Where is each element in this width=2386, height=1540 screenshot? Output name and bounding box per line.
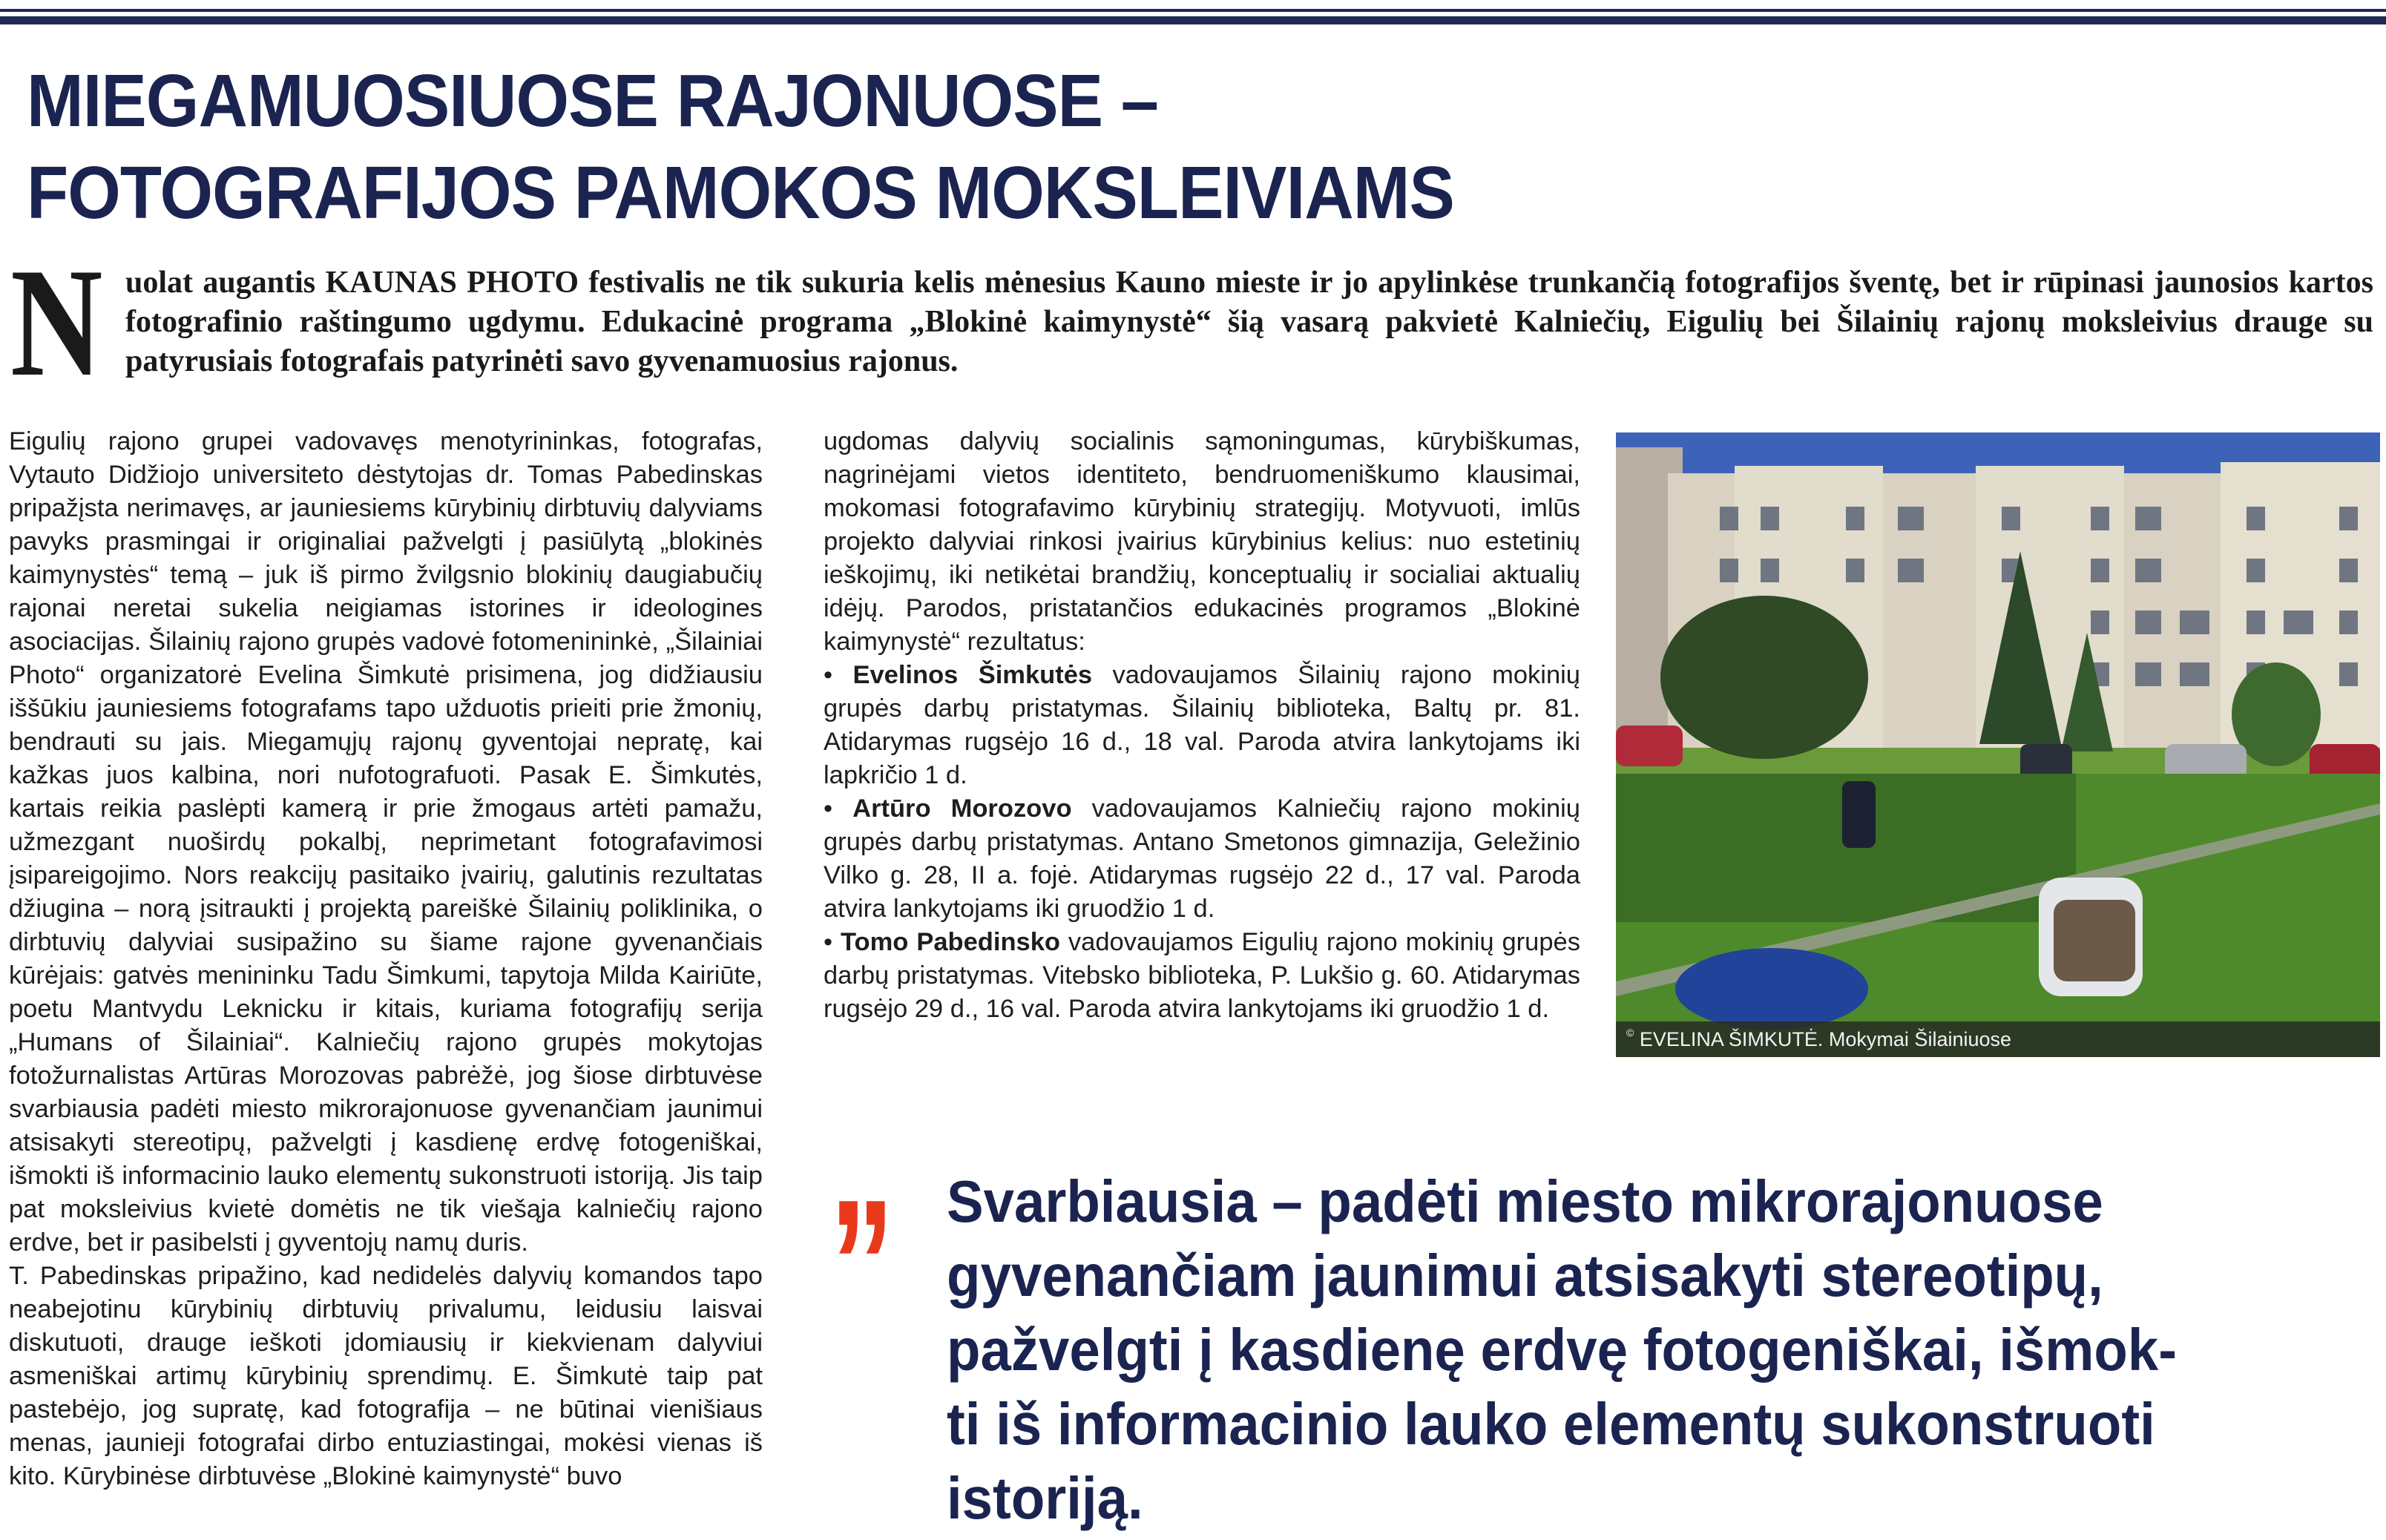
exhibition-text: vadovaujamos Eigulių rajono mokinių grupės darbų pristatymas. Vitebsko biblioteka, P. Lukšio g. 60. Atidarymas rugsėjo 29 d., 16 val. Paroda atvira lankytojams iki gruodžio 1 d. bbox=[824, 928, 1580, 1023]
exhibition-leader: Evelinos Šimkutės bbox=[852, 661, 1093, 689]
copyright-icon: © bbox=[1626, 1027, 1634, 1039]
exhibition-leader: Artūro Morozovo bbox=[852, 794, 1072, 823]
title-line-2: FOTOGRAFIJOS PAMOKOS MOKSLEIVIAMS bbox=[27, 151, 1454, 234]
exhibition-text: vadovaujamos Šilainių rajono mokinių grupės darbų pristatymas. Šilainių biblioteka, Baltų pr. 81. Atidarymas rugsėjo 16 d., 18 val. Paroda atvira lankytojams iki lapkričio 1 d. bbox=[824, 661, 1580, 789]
photo-caption bbox=[1616, 1021, 2380, 1057]
pull-quote-line: gyvenančiam jaunimui atsisakyti stereotipų, bbox=[947, 1243, 2103, 1309]
exhibition-item bbox=[824, 926, 1580, 1026]
photo-illustration bbox=[1616, 432, 2380, 1057]
backpack bbox=[2054, 900, 2135, 981]
pull-quote-line: istoriją. bbox=[947, 1465, 1143, 1531]
article-photo bbox=[1616, 432, 2380, 1057]
tree bbox=[1660, 596, 1868, 759]
exhibition-item bbox=[824, 659, 1580, 792]
person-sitting bbox=[1842, 781, 1876, 848]
pull-quote bbox=[947, 1165, 2258, 1536]
bullet-icon: • bbox=[824, 794, 833, 823]
person-lying bbox=[1675, 948, 1868, 1030]
bullet-icon: • bbox=[824, 661, 833, 689]
quote-mark-icon: „ bbox=[829, 1057, 895, 1264]
top-rule-thick bbox=[0, 16, 2386, 24]
exhibition-text: vadovaujamos Kalniečių rajono mokinių grupės darbų pristatymas. Antano Smetonos gimnazija, Geležinio Vilko g. 28, II a. fojė. Atidarymas rugsėjo 22 d., 17 val. Paroda atvira lankytojams iki gruodžio 1 d. bbox=[824, 794, 1580, 923]
exhibition-leader: Tomo Pabedinsko bbox=[841, 928, 1060, 956]
left-column bbox=[9, 425, 763, 1493]
pull-quote-line: pažvelgti į kasdienę erdvę fotogeniškai, išmok- bbox=[947, 1317, 2178, 1383]
body-paragraph-2: T. Pabedinskas pripažino, kad nedidelės dalyvių komandos tapo neabejotinu kūrybinių dirbtuvių privalumu, leidusiu laisvai diskutuoti, drauge ieškoti įdomiausių ir kiekvienam dalyviui asmeniškai artimų kūrybinių sprendimų. E. Šimkutė taip pat pastebėjo, jog supratę, kad fotografija – ne būtinai vienišiaus menas, jaunieji fotografai dirbo entuziastingai, mokėsi vienas iš kito. Kūrybinėse dirbtuvėse „Blokinė kaimynystė“ buvo bbox=[9, 1262, 763, 1490]
middle-column bbox=[824, 425, 1580, 1026]
lead-paragraph bbox=[10, 237, 2373, 409]
exhibition-item bbox=[824, 792, 1580, 926]
title-line-1: MIEGAMUOSIUOSE RAJONUOSE – bbox=[27, 59, 1158, 142]
bullet-icon: • bbox=[824, 928, 833, 956]
middle-intro: ugdomas dalyvių socialinis sąmoningumas, kūrybiškumas, nagrinėjami vietos identiteto, bendruomeniškumo klausimai, mokomasi fotografavimo kūrybinių strategijų. Motyvuoti, imlūs projekto dalyviai rinkosi įvairius kūrybinius kelius: nuo estetinių ieškojimų, iki netikėtai brandžių, konceptualių ir socialiai aktualių idėjų. Parodos, pristatančios edukacinės programos „Blokinė kaimynystė“ rezultatus: bbox=[824, 427, 1580, 656]
pull-quote-line: Svarbiausia – padėti miesto mikrorajonuose bbox=[947, 1168, 2103, 1234]
pull-quote-line: ti iš informacinio lauko elementų sukonstruoti bbox=[947, 1391, 2155, 1457]
top-rule-thin bbox=[0, 9, 2386, 12]
lead-text: uolat augantis KAUNAS PHOTO festivalis ne tik sukuria kelis mėnesius Kauno mieste ir jo apylinkėse trunkančią fotografijos šventę, bet ir rūpinasi jaunosios kartos fotografinio raštingumo ugdymu. Edukacinė programa „Blokinė kaimynystė“ šią vasarą pakvietė Kalniečių, Eigulių bei Šilainių rajonų moksleivius drauge su patyrusiais fotografais patyrinėti savo gyvenamuosius rajonus. bbox=[125, 266, 2373, 378]
drop-cap: N bbox=[10, 237, 103, 409]
article-title bbox=[27, 55, 1454, 239]
caption-text: EVELINA ŠIMKUTĖ. Mokymai Šilainiuose bbox=[1639, 1028, 2012, 1050]
body-paragraph-1: Eigulių rajono grupei vadovavęs menotyrininkas, fotografas, Vytauto Didžiojo universiteto dėstytojas dr. Tomas Pabedinskas pripažįsta nerimavęs, ar jauniesiems kūrybinių dirbtuvių dalyviams pavyks prasmingai ir originaliai pažvelgti į pasiūlytą „blokinės kaimynystės“ temą – juk iš pirmo žvilgsnio blokinių daugiabučių rajonai neretai sukelia neigiamas istorines ir ideologines asociacijas. Šilainių rajono grupės vadovė fotomenininkė, „Šilainiai Photo“ organizatorė Evelina Šimkutė prisimena, jog didžiausiu iššūkiu jauniesiems fotografams tapo užduotis prieiti prie žmonių, bendrauti su jais. Miegamųjų rajonų gyventojai nepratę, kai kažkas juos kalbina, nori nufotografuoti. Pasak E. Šimkutės, kartais reikia paslėpti kamerą ir prie žmogaus artėti pamažu, užmezgant nuoširdų pokalbį, neprimetant fotografavimosi įsipareigojimo. Nors reakcijų pasitaiko įvairių, galutinis rezultatas džiugina – norą įsitraukti į projektą pareiškė Šilainių poliklinika, o dirbtuvių dalyviai susipažino su šiame rajone gyvenančiais kūrėjais: gatvės menininku Tadu Šimkumi, tapytoja Milda Kairiūte, poetu Mantvydu Leknicku ir kitais, kuriama fotografijų serija „Humans of Šilainiai“. Kalniečių rajono grupės mokytojas fotožurnalistas Artūras Morozovas pabrėžė, jog šiose dirbtuvėse svarbiausia padėti miesto mikrorajonuose gyvenančiam jaunimui atsisakyti stereotipų, pažvelgti į kasdienę erdvę fotogeniškai, išmokti iš informacinio lauko elementų sukonstruoti istoriją. Jis taip pat moksleivius kvietė domėtis ne tik viešąja kalniečių rajono erdve, bet ir pasibelsti į gyventojų namų duris. bbox=[9, 427, 763, 1257]
car bbox=[1616, 725, 1683, 766]
